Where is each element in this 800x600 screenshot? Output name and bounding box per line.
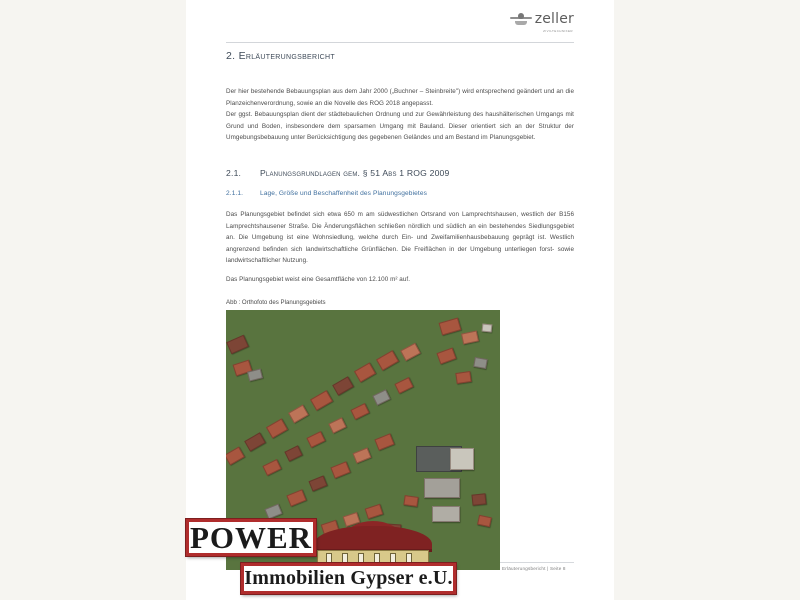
figure-caption: Abb : Orthofoto des Planungsgebiets <box>226 298 326 306</box>
subsection-number: 2.1. <box>226 167 242 178</box>
power-immobilien-watermark <box>186 519 456 596</box>
page-content <box>226 46 574 308</box>
subsection-heading <box>226 168 574 178</box>
page-title: 2. Erläuterungsbericht <box>226 50 335 62</box>
intro-paragraph-1: Der hier bestehende Bebauungsplan aus dem Jahr 2000 („Buchner – Steinbreite") wird entsprechend geändert und an die Planzeichenverordnung, sowie an die Novelle des ROG 2018 angepasst. <box>226 88 574 107</box>
subsubsection-heading <box>226 190 574 197</box>
subsubsection-title: Lage, Größe und Beschaffenheit des Planungsgebietes <box>260 189 428 197</box>
subsubsection-number: 2.1.1. <box>226 189 244 197</box>
body-paragraph-1: Das Planungsgebiet befindet sich etwa 650 m am südwestlichen Ortsrand von Lamprechtshausen, westlich der B156 Lamprechtshausener Straße. Die Änderungsflächen schließen nördlich und südlich an ein bestehendes Siedlungsgebiet an. Die Umgebung ist eine Wohnsiedlung, welche durch Ein- und Zweifamilienhausbebauung geprägt ist. Westlich angrenzend befinden sich landwirtschaftliche Grünflächen. Die Freiflächen in der Umgebung unterliegen forst- sowie landwirtschaftlicher Nutzung. <box>226 210 574 265</box>
zeller-logo <box>510 11 574 33</box>
watermark-title: POWER <box>186 519 316 556</box>
subsection-title: Planungsgrundlagen gem. § 51 Abs 1 ROG 2009 <box>260 167 450 178</box>
watermark-subtitle: Immobilien Gypser e.U. <box>241 563 456 594</box>
logo-wordmark: zeller <box>534 11 574 27</box>
eagle-crest-icon <box>510 12 532 26</box>
header-divider <box>226 42 574 43</box>
body-paragraph-2: Das Planungsgebiet weist eine Gesamtfläche von 12.100 m² auf. <box>226 275 411 283</box>
page-header <box>226 12 574 40</box>
intro-paragraph-2: Der ggst. Bebauungsplan dient der städtebaulichen Ordnung und zur Gewährleistung des haushälterischen Umgangs mit Grund und Boden, insbesondere dem sparsamen Umgang mit Bauland. Dieser orientiert sich an der Struktur der Umgebungsbebauung unter Berücksichtigung des gegebenen Geländes und am Bestand im Planungsgebiet. <box>226 111 574 142</box>
footer-page-indicator: Erläuterungsbericht | Seite 8 <box>502 566 566 571</box>
logo-subtext: ZIVILTECHNIKER <box>543 29 573 33</box>
